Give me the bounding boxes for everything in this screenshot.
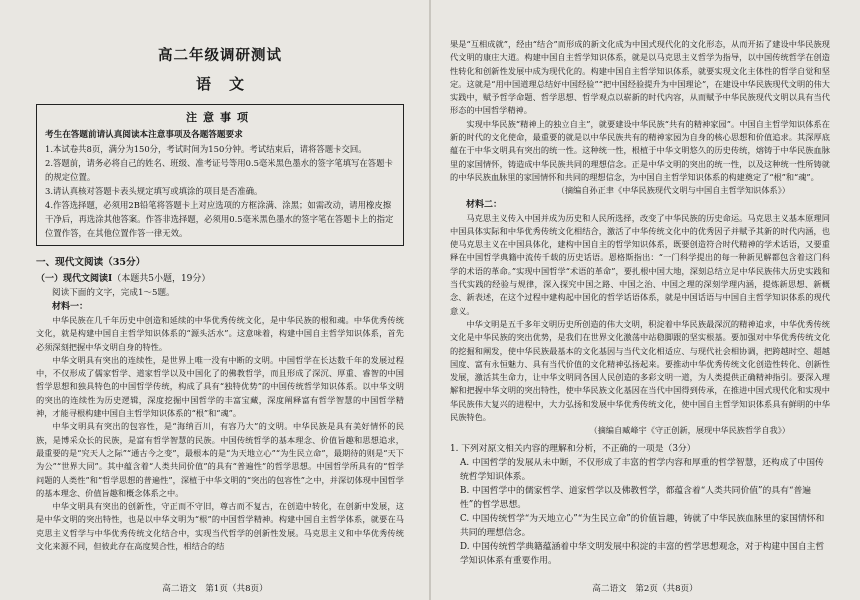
page-footer: 高二语文 第2页（共8页） [592,584,698,594]
passage-paragraph: 中华文明具有突出的包容性，是“海纳百川，有容乃大”的文明。中华民族是具有美好情怀的民族，是博采众长的民族，是富有哲学智慧的民族。中国传统哲学的基本理念、价值旨趣和思想追求，最重要的是“究天人之际”“通古今之变”，最根本的是“为天地立心”“为生民立命”，最期待的则是“天下为公”“世界大同”。其中蕴含着“人类共同价值”的具有“普遍性”的哲学思想。中国哲学所具有的“哲学问题的人类性”和“哲学思想的普遍性”，深植于中华文明的“突出的包容性”之中，并深切体现中国哲学的基本理念、价值旨趣和概念体系之中。 [36,421,404,498]
page-footer: 高二语文 第1页（共8页） [162,584,268,594]
section-heading: 一、现代文阅读（35分） [36,257,146,268]
page-2 [430,0,860,600]
reading-instruction: 阅读下面的文字，完成1～5题。 [52,288,175,298]
notice-item: 4.作答选择题，必须用2B铅笔将答题卡上对应选项的方框涂满、涂黑；如需改动，请用橡皮擦干净后，再选涂其他答案。作答非选择题，必须用0.5毫米黑色墨水的签字笔在答题卡上的指定位置作答，在其他位置作答一律无效。 [45,200,394,238]
notice-item: 1.本试卷共8页，满分为150分，考试时间为150分钟。考试结束后，请将答题卡交回。 [45,144,367,154]
answer-option-a: A. 中国哲学的发展从未中断，不仅形成了丰富的哲学内容和厚重的哲学智慧，还构成了中国传统哲学知识体系。 [460,457,824,482]
passage-paragraph: 实现中华民族“精神上的独立自主”，就要建设中华民族“共有的精神家园”。中国自主哲学知识体系在新的时代的文化使命，最重要的就是以中华民族共有的精神家园为自身的核心思想和价值追求。其深厚底蕴在于中华文明具有突出的统一性。这种统一性，根植于中华文明悠久的历史传统，熔铸于中华民族血脉里的家国情怀，铸造成中华民族共同的理想信念。正是中华文明的突出的统一性，以及这种统一性所铸就的中华民族血脉里的家国情怀和共同的理想信念，为中国自主哲学知识体系的构建奠定了“根”和“魂”。 [450,118,830,182]
notice-box [36,104,404,246]
question-1-stem: 1. 下列对原文相关内容的理解和分析，不正确的一项是（3分） [450,443,696,454]
material-label: 材料一： [52,302,89,312]
notice-lead: 考生在答题前请认真阅读本注意事项及各题答题要求 [45,130,243,140]
subsection-note: （本题共5小题，19分） [112,274,211,284]
material-label: 材料二： [466,199,503,210]
passage-paragraph: 马克思主义传入中国并成为历史和人民所选择，改变了中华民族的历史命运。马克思主义基本原理同中国具体实际和中华优秀传统文化相结合，激活了中华传统文化中的优秀因子并赋予其新的时代内涵，也使马克思主义在中国具体化，建构中国自主的哲学知识体系，既要创造符合时代精神的学术话语，又要重释在中国哲学典籍中流传千载的历史话语。恩格斯指出：“一门科学提出的每一种新见解都包含着这门科学的术语的革命。”实现中国哲学“术语的革命”，要扎根中国大地，深刻总结立足中华民族伟大历史实践和当代实践的经验与规律，深入探究中国之路、中国之治、中国之理的深刻学理内涵，提炼新思想、新概念、新表述，在这个过程中建构起中国化的哲学话语体系，就是中国话语与中国自主哲学知识体系的现代意义。 [450,212,830,316]
exam-title: 高二年级调研测试 [158,47,282,64]
answer-option-d: D. 中国传统哲学典籍蕴涵着中华文明发展中积淀的丰富的哲学思想观念，对于构建中国自主哲学知识体系有重要作用。 [460,541,825,566]
passage-paragraph: 中华文明具有突出的连续性，是世界上唯一没有中断的文明。中国哲学在长达数千年的发展过程中，不仅形成了儒家哲学、道家哲学以及中国化了的佛教哲学，而且形成了深沉、厚重、睿智的中国哲学思想和独具特色的中国哲学传统，构成了具有“独特优势”的中国传统哲学知识体系。以中华文明的突出的连续性为历史逻辑，深度挖掘中国哲学的丰富宝藏，深度阐释富有哲学智慧的中国哲学精神，才能寻根构建中国自主哲学知识体系的“根”和“魂”。 [36,354,404,419]
subsection-label: （一）现代文阅读Ⅰ [36,274,113,284]
passage-paragraph: 中华文明是五千多年文明历史所创造的伟大文明，积淀着中华民族最深沉的精神追求，中华优秀传统文化是中华民族的突出优势，是我们在世界文化激荡中站稳脚跟的坚实根基。要加强对中华优秀传统文化的挖掘和阐发，使中华民族最基本的文化基因与当代文化相适应、与现代社会相协调，把跨越时空、超越国度、富有永恒魅力、具有当代价值的文化精神弘扬起来。要推动中华优秀传统文化创造性转化、创新性发展，激活其生命力，让中华文明同各国人民创造的多彩文明一道，为人类提供正确精神指引。要深入理解和把握中华文明的突出特性，使中华民族文化基因在当代中国得到传承，在推进中国式现代化和实现中华民族伟大复兴的进程中，大力弘扬和发展中华优秀传统文化，使中国自主哲学知识体系具有鲜明的中华民族特色。 [450,318,830,423]
notice-title: 注意事项 [186,111,254,124]
notice-item: 3.请认真核对答题卡表头规定填写或填涂的项目是否准确。 [45,186,263,196]
passage-paragraph: 果是“互相成就”，经由“结合”而形成的新文化成为中国式现代化的文化形态，从而开拓了建设中华民族现代文明的康庄大道。构建中国自主哲学知识体系，就是以马克思主义哲学为指导，以中国传统哲学在创造性转化和创新性发展中成为现代化的。构建中国自主哲学知识体系，就要实现文化主体性的哲学自觉和坚定。这就是“用中国道理总结好中国经验”“把中国经验提升为中国理论”，在建设中华民族现代文明的伟大实践中，赋予哲学命题、哲学思想、哲学观点以崭新的时代内容，从而赋予中华民族现代文明以具有当代形态的中国哲学精神。 [450,39,830,116]
subject-title: 语文 [195,75,262,93]
source-citation: （摘编自孙正聿《中华民族现代文明与中国自主哲学知识体系》） [556,185,790,196]
answer-option-b: B. 中国哲学中的儒家哲学、道家哲学以及佛教哲学，都蕴含着“人类共同价值”的具有“普遍性”的哲学思想。 [460,485,812,510]
notice-item: 2.答题前，请务必将自己的姓名、班级、准考证号等用0.5毫米黑色墨水的签字笔填写在答题卡的规定位置。 [45,158,393,182]
subsection-heading [36,272,404,286]
source-citation: （摘编自臧峰宇《守正创新，展现中华民族哲学自我》） [589,425,790,436]
answer-option-c: C. 中国传统哲学“为天地立心”“为生民立命”的价值旨趣，铸就了中华民族血脉里的家国情怀和共同的理想信念。 [460,513,825,538]
passage-paragraph: 中华文明具有突出的创新性，守正而不守旧，尊古而不复古，在创造中转化，在创新中发展，这是中华文明的突出特性，也是以中华文明为“根”的中国哲学精神。构建中国自主哲学体系，就要在马克思主义哲学与中华优秀传统文化结合中，实现当代哲学的创新性发展。马克思主义和中华优秀传统文化来源不同，但彼此存在高度契合性，相结合的结 [36,501,404,552]
passage-paragraph: 中华民族在几千年历史中创造和延续的中华优秀传统文化，是中华民族的根和魂。中华优秀传统文化，就是构建中国自主哲学知识体系的“源头活水”。这意味着，构建中国自主哲学知识体系，首先必须深刻把握中华文明自身的特性。 [36,315,404,352]
